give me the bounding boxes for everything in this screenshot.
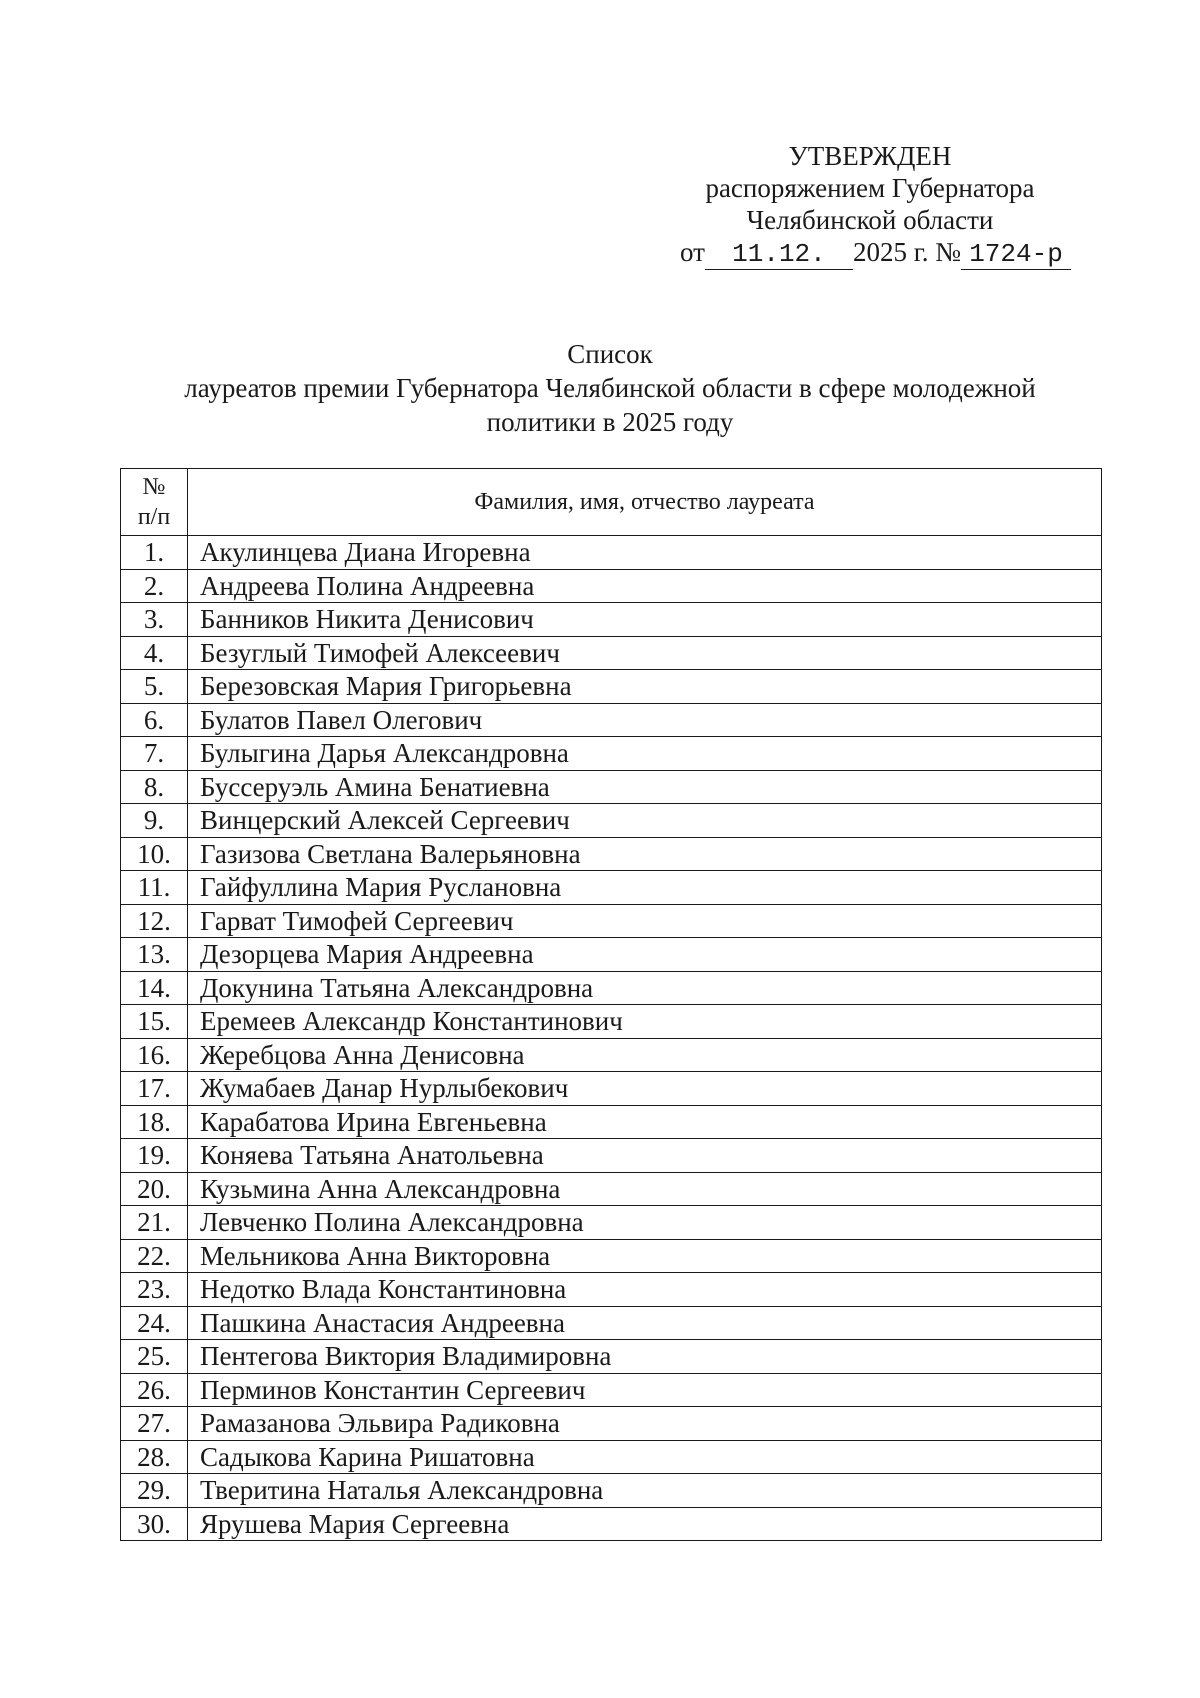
laureate-name: Булыгина Дарья Александровна [188, 737, 1102, 771]
laureate-name: Жумабаев Данар Нурлыбекович [188, 1072, 1102, 1106]
table-row [121, 1407, 1102, 1441]
approval-year-label: 2025 г. № [852, 237, 961, 267]
laureate-name: Березовская Мария Григорьевна [188, 670, 1102, 704]
approval-region: Челябинской области [746, 205, 994, 235]
table-row [121, 1105, 1102, 1139]
row-number: 26. [121, 1373, 188, 1407]
table-header-row [121, 469, 1102, 536]
row-number: 29. [121, 1474, 188, 1508]
table-row [121, 1306, 1102, 1340]
laureate-name: Садыкова Карина Ришатовна [188, 1440, 1102, 1474]
table-row [121, 703, 1102, 737]
document-title-line-1: Список [567, 339, 653, 369]
table-row [121, 603, 1102, 637]
laureate-name: Рамазанова Эльвира Радиковна [188, 1407, 1102, 1441]
row-number: 1. [121, 536, 188, 570]
table-row [121, 837, 1102, 871]
table-row [121, 1474, 1102, 1508]
row-number: 8. [121, 770, 188, 804]
approval-date-field: 11.12. [705, 239, 853, 270]
laureate-name: Недотко Влада Константиновна [188, 1273, 1102, 1307]
laureate-name: Гайфуллина Мария Руслановна [188, 871, 1102, 905]
table-row [121, 1139, 1102, 1173]
table-row [121, 1072, 1102, 1106]
row-number: 24. [121, 1306, 188, 1340]
table-row [121, 1340, 1102, 1374]
laureate-name: Газизова Светлана Валерьяновна [188, 837, 1102, 871]
table-row [121, 1373, 1102, 1407]
row-number: 28. [121, 1440, 188, 1474]
laureate-name: Кузьмина Анна Александровна [188, 1172, 1102, 1206]
laureate-name: Пентегова Виктория Владимировна [188, 1340, 1102, 1374]
laureate-name: Дезорцева Мария Андреевна [188, 938, 1102, 972]
table-row [121, 1273, 1102, 1307]
table-row [121, 1005, 1102, 1039]
table-row [121, 1206, 1102, 1240]
row-number: 6. [121, 703, 188, 737]
table-row [121, 1440, 1102, 1474]
approval-number-field: 1724-р [961, 239, 1071, 270]
row-number: 30. [121, 1507, 188, 1541]
table-row [121, 804, 1102, 838]
laureate-name: Жеребцова Анна Денисовна [188, 1038, 1102, 1072]
row-number: 3. [121, 603, 188, 637]
laureate-name: Пашкина Анастасия Андреевна [188, 1306, 1102, 1340]
table-row [121, 770, 1102, 804]
document-title-line-2: лауреатов премии Губернатора Челябинской области в сфере молодежной [184, 373, 1036, 403]
table-row [121, 670, 1102, 704]
row-number: 5. [121, 670, 188, 704]
table-row [121, 871, 1102, 905]
laureate-name: Безуглый Тимофей Алексеевич [188, 636, 1102, 670]
row-number: 15. [121, 1005, 188, 1039]
approval-title: УТВЕРЖДЕН [788, 141, 952, 171]
laureate-name: Андреева Полина Андреевна [188, 569, 1102, 603]
table-row [121, 636, 1102, 670]
approval-by-order: распоряжением Губернатора [705, 173, 1035, 203]
laureate-name: Перминов Константин Сергеевич [188, 1373, 1102, 1407]
header-num-abbr: п/п [137, 504, 171, 530]
approval-from-label: от [680, 237, 705, 267]
row-number: 10. [121, 837, 188, 871]
row-number: 16. [121, 1038, 188, 1072]
row-number: 13. [121, 938, 188, 972]
laureate-name: Левченко Полина Александровна [188, 1206, 1102, 1240]
laureate-name: Докунина Татьяна Александровна [188, 971, 1102, 1005]
table-row [121, 569, 1102, 603]
laureate-name: Ярушева Мария Сергеевна [188, 1507, 1102, 1541]
row-number: 27. [121, 1407, 188, 1441]
row-number: 25. [121, 1340, 188, 1374]
row-number: 20. [121, 1172, 188, 1206]
row-number: 22. [121, 1239, 188, 1273]
table-row [121, 1239, 1102, 1273]
row-number: 4. [121, 636, 188, 670]
approval-block [640, 140, 1100, 270]
table-row [121, 971, 1102, 1005]
table-row [121, 536, 1102, 570]
row-number: 9. [121, 804, 188, 838]
row-number: 11. [121, 871, 188, 905]
laureate-name: Булатов Павел Олегович [188, 703, 1102, 737]
laureate-name: Акулинцева Диана Игоревна [188, 536, 1102, 570]
row-number: 18. [121, 1105, 188, 1139]
row-number: 21. [121, 1206, 188, 1240]
header-num-symbol: № [142, 474, 166, 500]
row-number: 19. [121, 1139, 188, 1173]
approval-date-line [640, 236, 1100, 270]
laureate-name: Тверитина Наталья Александровна [188, 1474, 1102, 1508]
laureate-name: Буссеруэль Амина Бенатиевна [188, 770, 1102, 804]
table-row [121, 938, 1102, 972]
laureates-table [120, 468, 1102, 1541]
table-body [121, 536, 1102, 1541]
laureate-name: Карабатова Ирина Евгеньевна [188, 1105, 1102, 1139]
laureate-name: Винцерский Алексей Сергеевич [188, 804, 1102, 838]
laureate-name: Еремеев Александр Константинович [188, 1005, 1102, 1039]
row-number: 12. [121, 904, 188, 938]
row-number: 14. [121, 971, 188, 1005]
header-num [121, 469, 188, 536]
header-name: Фамилия, имя, отчество лауреата [188, 469, 1102, 536]
table-row [121, 1172, 1102, 1206]
document-title-line-3: политики в 2025 году [486, 407, 734, 437]
table-row [121, 1507, 1102, 1541]
table-row [121, 904, 1102, 938]
laureate-name: Гарват Тимофей Сергеевич [188, 904, 1102, 938]
laureate-name: Мельникова Анна Викторовна [188, 1239, 1102, 1273]
row-number: 7. [121, 737, 188, 771]
row-number: 2. [121, 569, 188, 603]
row-number: 17. [121, 1072, 188, 1106]
table-row [121, 737, 1102, 771]
document-title [120, 337, 1100, 439]
table-row [121, 1038, 1102, 1072]
laureate-name: Коняева Татьяна Анатольевна [188, 1139, 1102, 1173]
laureate-name: Банников Никита Денисович [188, 603, 1102, 637]
row-number: 23. [121, 1273, 188, 1307]
